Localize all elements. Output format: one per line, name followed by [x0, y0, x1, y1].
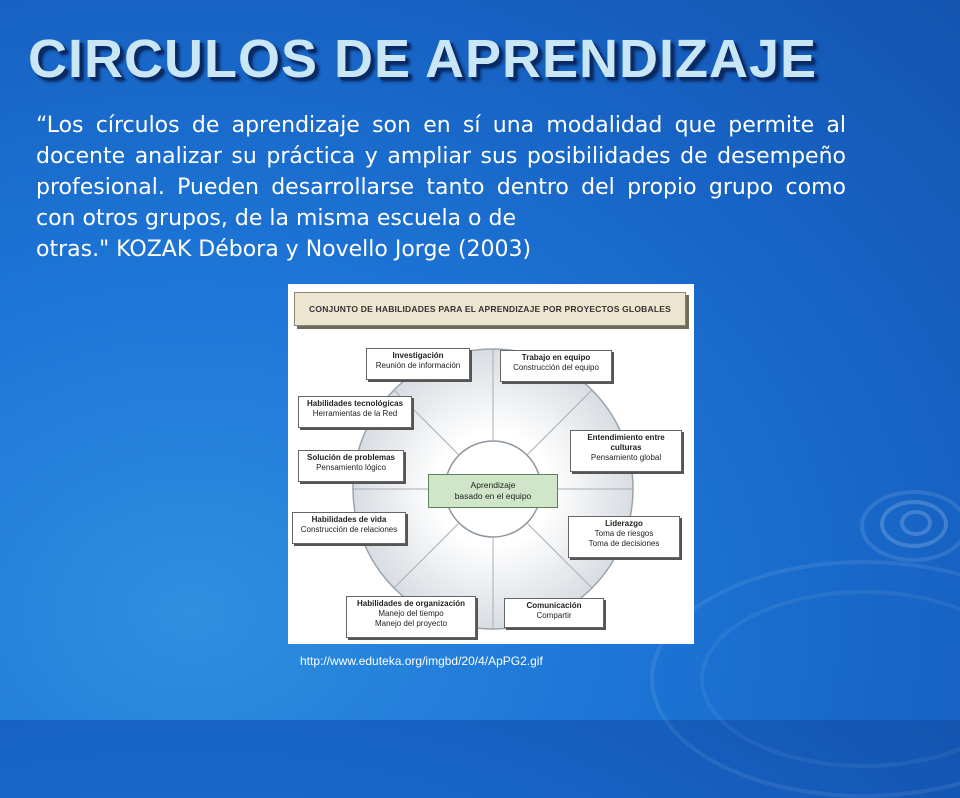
node-habilidades-vida [292, 512, 406, 544]
node-sub: Manejo del tiempo [378, 609, 444, 618]
node-comunicacion [504, 598, 604, 628]
source-url: http://www.eduteka.org/imgbd/20/4/ApPG2.gif [300, 654, 543, 668]
quote-citation: otras." KOZAK Débora y Novello Jorge (2003) [36, 237, 532, 262]
node-sub: Pensamiento lógico [316, 463, 386, 472]
node-liderazgo [568, 516, 680, 558]
node-sub: Compartir [536, 611, 572, 620]
node-investigacion [366, 348, 470, 380]
diagram-center [428, 474, 558, 508]
node-title: Liderazgo [605, 519, 643, 528]
node-title: Entendimiento entre culturas [587, 433, 665, 452]
node-title: Trabajo en equipo [521, 353, 591, 362]
node-sub: Reunión de información [375, 361, 461, 370]
node-solucion-problemas [298, 450, 404, 482]
node-sub: Toma de decisiones [588, 539, 660, 548]
diagram-header: CONJUNTO DE HABILIDADES PARA EL APRENDIZAJE POR PROYECTOS GLOBALES [294, 292, 686, 326]
node-title: Investigación [392, 351, 444, 360]
ripple-decoration [860, 490, 960, 562]
node-title: Habilidades de vida [311, 515, 387, 524]
skills-diagram [288, 284, 694, 644]
quote-text [36, 110, 846, 265]
node-habilidades-tecnologicas [298, 396, 412, 428]
node-sub: Construcción del equipo [513, 363, 599, 372]
node-sub: Construcción de relaciones [300, 525, 398, 534]
center-line-1: Aprendizaje [470, 480, 516, 490]
node-title: Comunicación [526, 601, 582, 610]
node-sub: Toma de riesgos [594, 529, 654, 538]
node-sub: Manejo del proyecto [374, 619, 448, 628]
node-trabajo-en-equipo [500, 350, 612, 382]
node-sub: Pensamiento global [590, 453, 662, 462]
node-title: Habilidades de organización [356, 599, 466, 608]
quote-main: “Los círculos de aprendizaje son en sí una modalidad que permite al docente analizar su práctica y ampliar sus posibilidades de desempeño profesional. Pueden desarrollarse tanto dentro del propio grupo como con otros grupos, de la misma escuela o de [36, 113, 846, 231]
node-entendimiento-culturas [570, 430, 682, 472]
node-habilidades-organizacion [346, 596, 476, 638]
node-sub: Herramientas de la Red [312, 409, 398, 418]
slide-title: CIRCULOS DE APRENDIZAJE [28, 29, 818, 89]
center-line-2: basado en el equipo [454, 491, 532, 501]
node-title: Habilidades tecnológicas [306, 399, 404, 408]
node-title: Solución de problemas [306, 453, 395, 462]
